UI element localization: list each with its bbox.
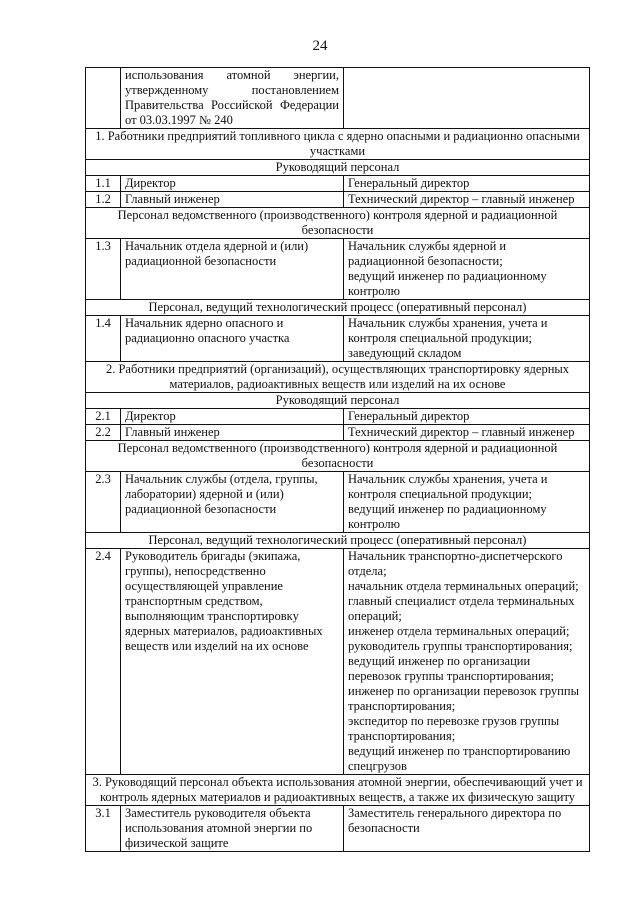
row-number: 1.2 (86, 192, 121, 208)
table-row (86, 192, 590, 208)
table-row (86, 472, 590, 533)
table-row (86, 239, 590, 300)
list-item: Начальник службы ядерной и радиационной безопасности; (348, 239, 507, 268)
table-row (86, 425, 590, 441)
table-row (86, 68, 590, 129)
list-item: Начальник службы хранения, учета и контроля специальной продукции; (348, 472, 548, 501)
position-name: Начальник ядерно опасного и радиационно опасного участка (121, 316, 344, 362)
equivalent-position (344, 239, 590, 300)
list-item: ведущий инженер по радиационному контролю (348, 269, 547, 298)
row-number: 1.1 (86, 176, 121, 192)
page-number: 24 (312, 38, 328, 54)
position-name: Главный инженер (121, 192, 344, 208)
position-name: Начальник отдела ядерной и (или) радиационной безопасности (121, 239, 344, 300)
position-name: Руководитель бригады (экипажа, группы), непосредственно осуществляющей управление транспортным средством, выполняющим транспортировку ядерных материалов, радиоактивных веществ или изделий на их основе (121, 549, 344, 775)
section-title: 3. Руководящий персонал объекта использования атомной энергии, обеспечивающий учет и контроль ядерных материалов и радиоактивных веществ, а также их физическую защиту (86, 775, 590, 806)
equivalent-position: Технический директор – главный инженер (344, 192, 590, 208)
list-item: руководитель группы транспортирования; (348, 639, 573, 653)
row-number: 2.3 (86, 472, 121, 533)
equivalent-position: Технический директор – главный инженер (344, 425, 590, 441)
subsection-title: Руководящий персонал (86, 160, 590, 176)
list-item: ведущий инженер по транспортированию спецгрузов (348, 744, 571, 773)
position-name: Директор (121, 176, 344, 192)
list-item: ведущий инженер по организации перевозок группы транспортирования; (348, 654, 554, 683)
table-row (86, 176, 590, 192)
list-item: экспедитор по перевозке грузов группы транспортирования; (348, 714, 560, 743)
row-number: 2.4 (86, 549, 121, 775)
row-number: 3.1 (86, 806, 121, 852)
list-item: инженер по организации перевозок группы транспортирования; (348, 684, 579, 713)
equivalent-position: Генеральный директор (344, 176, 590, 192)
list-item: заведующий складом (348, 346, 462, 360)
subsection-title: Персонал ведомственного (производственного) контроля ядерной и радиационной безопасности (86, 441, 590, 472)
position-name: Заместитель руководителя объекта использования атомной энергии по физической защите (121, 806, 344, 852)
subsection-title: Персонал, ведущий технологический процесс (оперативный персонал) (86, 533, 590, 549)
subsection-title: Персонал, ведущий технологический процесс (оперативный персонал) (86, 300, 590, 316)
list-item: ведущий инженер по радиационному контролю (348, 502, 547, 531)
subsection-title: Руководящий персонал (86, 393, 590, 409)
row-number: 1.3 (86, 239, 121, 300)
row-number: 2.2 (86, 425, 121, 441)
equivalent-position: Генеральный директор (344, 409, 590, 425)
list-item: главный специалист отдела терминальных операций; (348, 594, 575, 623)
row-number: 2.1 (86, 409, 121, 425)
table-row (86, 409, 590, 425)
equivalent-position (344, 316, 590, 362)
section-title: 1. Работники предприятий топливного цикла с ядерно опасными и радиационно опасными участками (86, 129, 590, 160)
position-name: Главный инженер (121, 425, 344, 441)
list-item: начальник отдела терминальных операций; (348, 579, 579, 593)
equivalent-position (344, 549, 590, 775)
subsection-title: Персонал ведомственного (производственного) контроля ядерной и радиационной безопасности (86, 208, 590, 239)
position-name: Начальник службы (отдела, группы, лаборатории) ядерной и (или) радиационной безопасности (121, 472, 344, 533)
table-row (86, 806, 590, 852)
equivalent-position: Заместитель генерального директора по безопасности (344, 806, 590, 852)
position-name: Директор (121, 409, 344, 425)
list-item: Начальник транспортно-диспетчерского отдела; (348, 549, 563, 578)
equivalent-position (344, 472, 590, 533)
list-item: Начальник службы хранения, учета и контроля специальной продукции; (348, 316, 548, 345)
cell-empty (344, 68, 590, 129)
list-item: инженер отдела терминальных операций; (348, 624, 570, 638)
table-row (86, 316, 590, 362)
table-row (86, 549, 590, 775)
row-number: 1.4 (86, 316, 121, 362)
section-title: 2. Работники предприятий (организаций), осуществляющих транспортировку ядерных материалов, радиоактивных веществ или изделий на их основе (86, 362, 590, 393)
cell-continuation: использования атомной энергии, утвержденному постановлением Правительства Российской Федерации от 03.03.1997 № 240 (121, 68, 344, 129)
positions-table (85, 67, 590, 852)
